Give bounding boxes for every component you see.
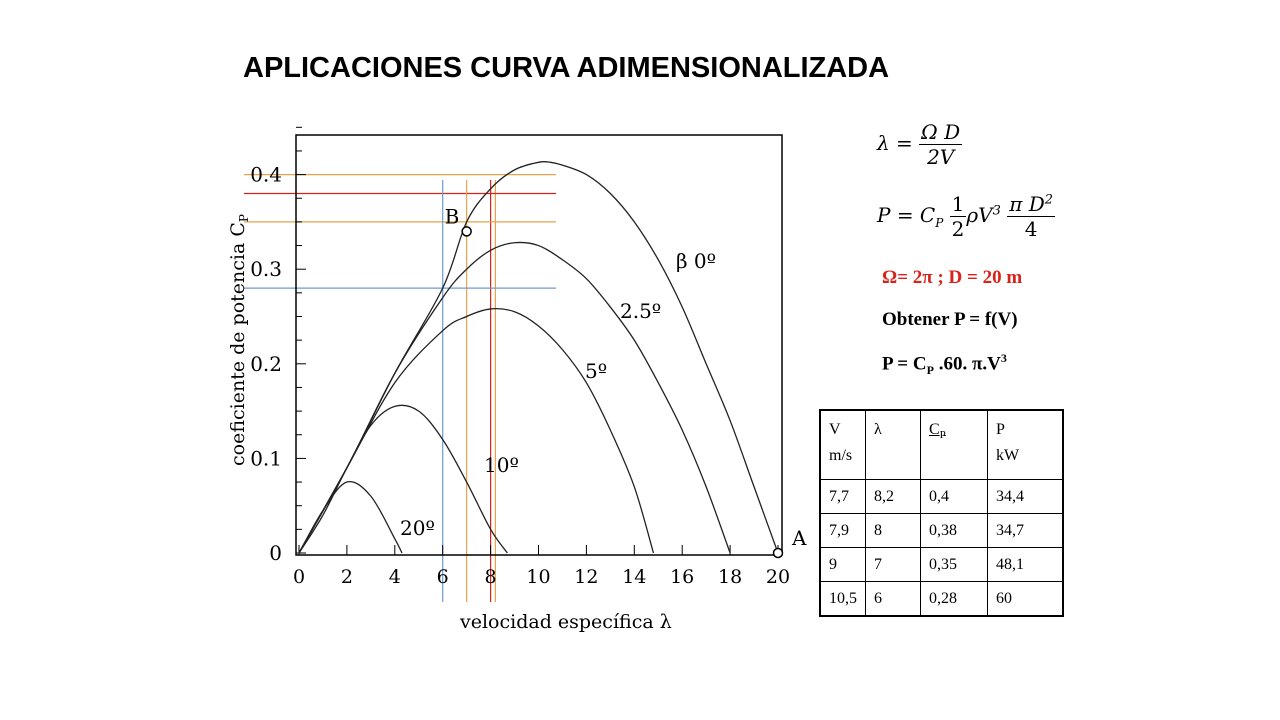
y-tick-label: 0.2 bbox=[250, 351, 282, 376]
p-formula-text bbox=[882, 351, 1007, 378]
point-marker bbox=[462, 227, 471, 236]
power-rho-v: ρV bbox=[966, 203, 993, 227]
x-tick-label: 18 bbox=[718, 566, 743, 588]
table-cell: 7,9 bbox=[820, 514, 866, 548]
table-cell: 10,5 bbox=[820, 582, 866, 617]
x-axis-label: velocidad específica λ bbox=[460, 611, 672, 633]
series-label: 20º bbox=[400, 516, 435, 540]
x-tick-label: 4 bbox=[388, 566, 401, 588]
header-lambda bbox=[866, 410, 921, 480]
table-cell: 0,4 bbox=[921, 480, 988, 514]
x-tick-label: 14 bbox=[622, 566, 647, 588]
table-cell: 34,4 bbox=[988, 480, 1064, 514]
lambda-formula bbox=[877, 120, 962, 169]
header-v-label: V bbox=[829, 421, 841, 438]
markers bbox=[445, 204, 807, 557]
p-formula-pre: P = C bbox=[882, 353, 927, 375]
power-half-num: 1 bbox=[951, 192, 965, 216]
series-line bbox=[299, 482, 402, 553]
series-line bbox=[299, 162, 778, 553]
x-tick-label: 20 bbox=[765, 566, 791, 588]
p-formula-post: .60. π.V bbox=[933, 353, 1001, 375]
header-cp bbox=[921, 410, 988, 480]
series-label: 5º bbox=[585, 359, 608, 383]
header-cp-sub: P bbox=[939, 429, 946, 442]
lambda-fraction bbox=[919, 120, 962, 169]
header-cp-label bbox=[929, 421, 946, 442]
x-tick-label: 2 bbox=[340, 566, 353, 588]
series-label: 2.5º bbox=[620, 299, 662, 323]
header-p bbox=[988, 410, 1064, 480]
power-half-den: 2 bbox=[951, 217, 965, 241]
table-cell: 8,2 bbox=[866, 480, 921, 514]
y-tick-label: 0 bbox=[269, 541, 282, 565]
table-cell: 60 bbox=[988, 582, 1064, 617]
power-v-exp: 3 bbox=[992, 203, 1001, 219]
x-tick-label: 12 bbox=[574, 566, 599, 588]
lambda-lhs: λ = bbox=[877, 131, 913, 155]
x-tick-label: 8 bbox=[484, 566, 497, 588]
plot-frame bbox=[296, 135, 782, 555]
axis-ticks bbox=[296, 127, 778, 555]
series-line bbox=[299, 309, 653, 553]
givens-text: Ω= 2π ; D = 20 m bbox=[882, 267, 1023, 288]
p-formula-sup: 3 bbox=[1000, 351, 1007, 365]
header-cp-c: C bbox=[929, 421, 940, 438]
p-formula-sub: P bbox=[926, 363, 934, 378]
table-cell: 7,7 bbox=[820, 480, 866, 514]
lambda-denominator: 2V bbox=[927, 145, 955, 169]
x-tick-label: 0 bbox=[292, 566, 306, 588]
y-tick-label: 0.1 bbox=[250, 446, 282, 471]
power-formula bbox=[877, 192, 1055, 241]
obtain-text: Obtener P = f(V) bbox=[882, 309, 1018, 330]
y-axis-label: coeficiente de potencia $C_P$ bbox=[227, 214, 251, 466]
slide-title: APLICACIONES CURVA ADIMENSIONALIZADA bbox=[243, 52, 890, 84]
table-cell: 0,35 bbox=[921, 548, 988, 582]
x-tick-label: 6 bbox=[436, 566, 449, 588]
x-tick-label: 16 bbox=[670, 566, 695, 588]
table-cell: 48,1 bbox=[988, 548, 1064, 582]
lambda-numerator: Ω D bbox=[921, 120, 961, 144]
table-cell: 7 bbox=[866, 548, 921, 582]
power-half-fraction bbox=[950, 192, 967, 241]
y-tick-label: 0.3 bbox=[250, 257, 282, 282]
table-cell: 0,28 bbox=[921, 582, 988, 617]
power-cp-sub: P bbox=[935, 216, 944, 230]
power-lhs: P = C bbox=[877, 203, 936, 227]
point-label: A bbox=[792, 526, 807, 550]
table-header-row bbox=[820, 410, 1063, 480]
series-label: β 0º bbox=[676, 249, 717, 273]
results-table bbox=[819, 409, 1064, 617]
table-cell: 9 bbox=[820, 548, 866, 582]
table-cell: 34,7 bbox=[988, 514, 1064, 548]
power-area-num: π D bbox=[1009, 192, 1045, 216]
power-area-fraction bbox=[1007, 192, 1055, 241]
table-cell: 6 bbox=[866, 582, 921, 617]
point-marker bbox=[774, 549, 783, 558]
header-p-label: P bbox=[996, 421, 1005, 438]
curves bbox=[299, 162, 778, 553]
point-label: B bbox=[444, 204, 460, 229]
header-v-unit: m/s bbox=[829, 447, 853, 464]
power-area-den: 4 bbox=[1024, 217, 1038, 241]
y-tick-label: 0.4 bbox=[250, 162, 282, 187]
power-area-exp: 2 bbox=[1044, 192, 1054, 208]
series-label: 10º bbox=[484, 453, 519, 477]
header-p-unit: kW bbox=[996, 447, 1020, 464]
table-cell: 0,38 bbox=[921, 514, 988, 548]
tick-labels bbox=[250, 163, 790, 588]
table-row bbox=[820, 548, 1063, 582]
header-v bbox=[820, 410, 866, 480]
header-lambda-label: λ bbox=[874, 421, 882, 438]
table-row bbox=[820, 582, 1063, 617]
table-row bbox=[820, 514, 1063, 548]
table-cell: 8 bbox=[866, 514, 921, 548]
table-row bbox=[820, 480, 1063, 514]
series-line bbox=[299, 242, 730, 553]
x-tick-label: 10 bbox=[526, 566, 551, 588]
